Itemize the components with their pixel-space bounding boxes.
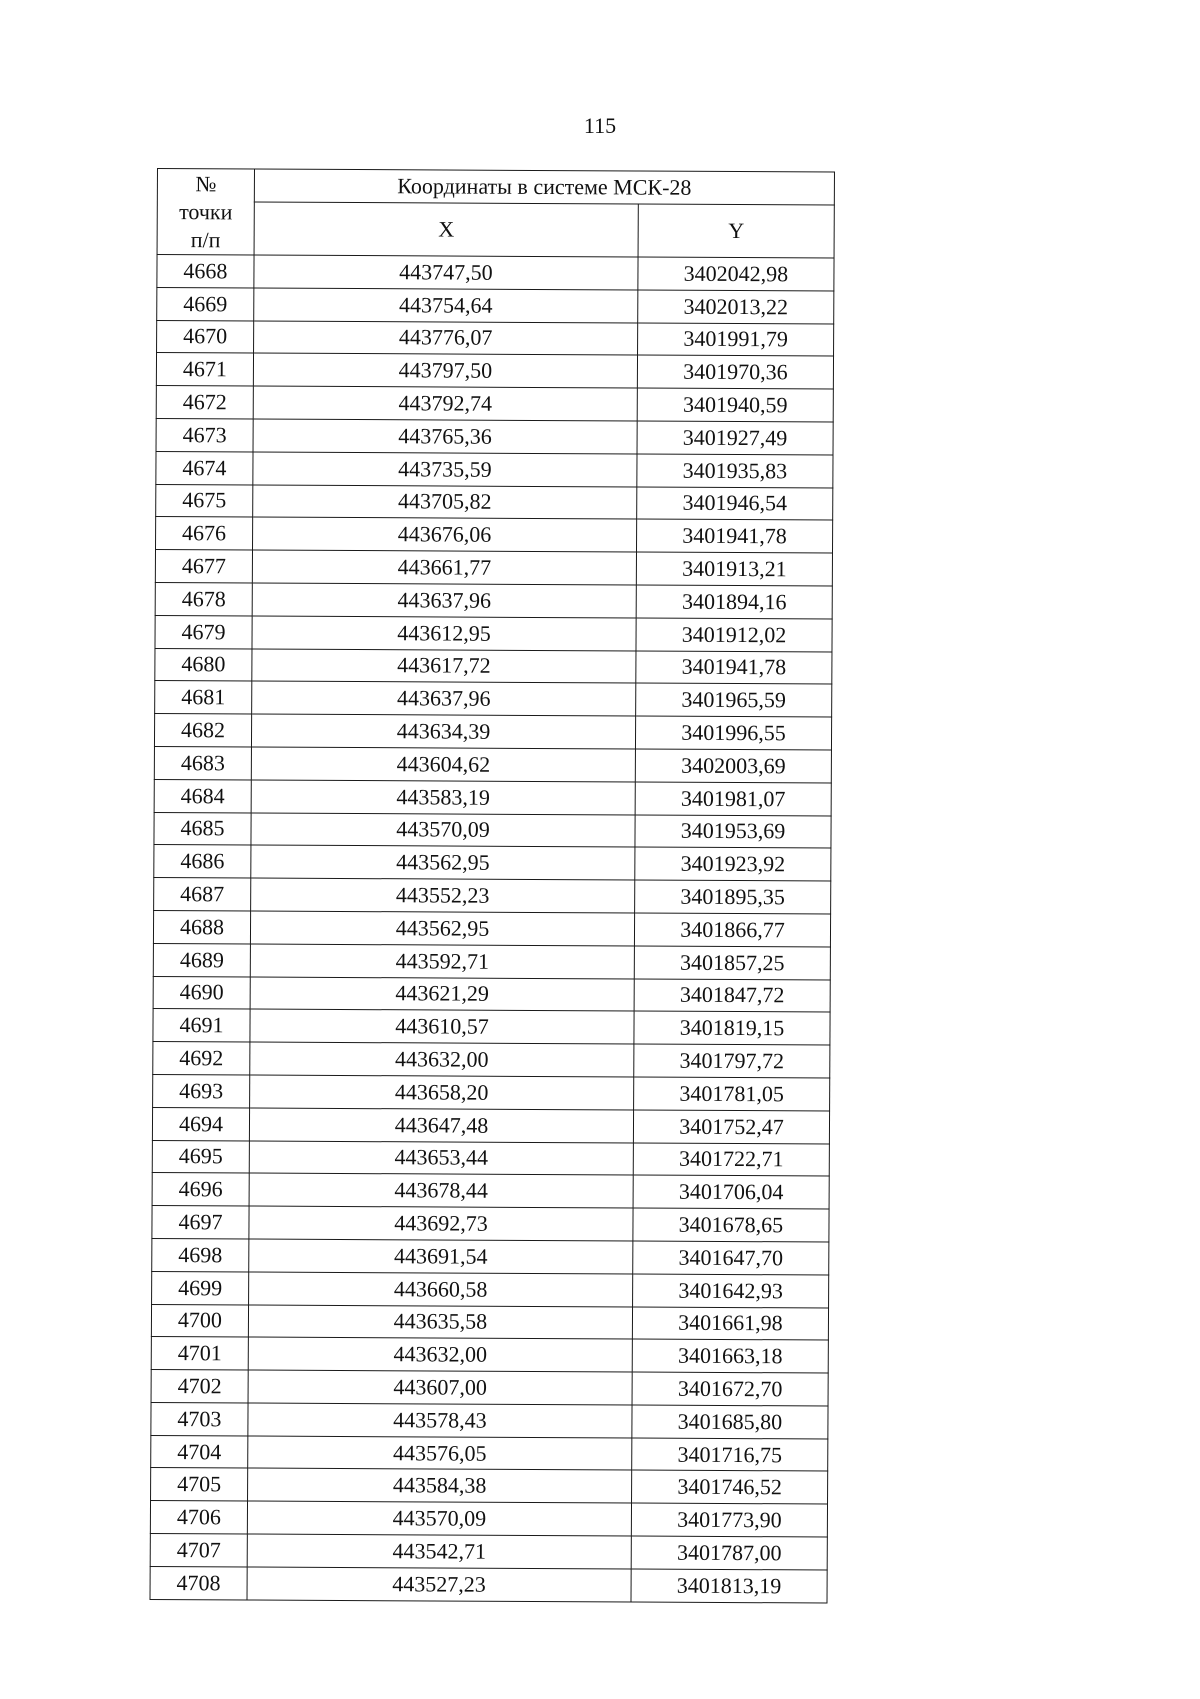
y-coordinate-cell: 3401927,49 [637, 421, 833, 455]
x-coordinate-cell: 443678,44 [249, 1173, 633, 1208]
x-coordinate-cell: 443542,71 [247, 1534, 631, 1569]
table-row [157, 320, 834, 356]
x-coordinate-cell: 443583,19 [251, 780, 635, 815]
table-row [152, 1271, 829, 1307]
point-number-cell: 4671 [156, 353, 253, 386]
table-row [151, 1304, 828, 1340]
y-coordinate-cell: 3401706,04 [633, 1175, 829, 1209]
page-number: 115 [583, 113, 617, 138]
point-number-header-line-1: № [195, 170, 217, 196]
y-coordinate-cell: 3401642,93 [633, 1274, 829, 1308]
y-coordinate-cell: 3401941,78 [636, 651, 832, 685]
x-coordinate-cell: 443617,72 [252, 649, 636, 684]
y-coordinate-cell: 3401661,98 [632, 1307, 828, 1341]
table-row [151, 1468, 828, 1504]
point-number-cell: 4681 [155, 681, 252, 714]
point-number-cell: 4686 [154, 845, 251, 878]
y-coordinate-cell: 3401787,00 [631, 1536, 827, 1570]
table-row [153, 976, 830, 1012]
table-row [152, 1107, 829, 1143]
table-row [150, 1534, 827, 1570]
point-number-cell: 4694 [152, 1107, 249, 1140]
point-number-cell: 4700 [151, 1304, 248, 1337]
x-coordinate-cell: 443660,58 [249, 1272, 633, 1307]
point-number-cell: 4672 [156, 386, 253, 419]
y-coordinate-cell: 3401752,47 [633, 1110, 829, 1144]
point-number-cell: 4703 [151, 1402, 248, 1435]
point-number-header-line-3: п/п [190, 226, 221, 252]
x-coordinate-cell: 443747,50 [254, 255, 638, 290]
table-row [151, 1370, 828, 1406]
point-number-cell: 4706 [150, 1501, 247, 1534]
point-number-cell: 4697 [152, 1206, 249, 1239]
x-coordinate-cell: 443584,38 [248, 1468, 632, 1503]
table-row [152, 1206, 829, 1242]
y-coordinate-cell: 3401940,59 [637, 388, 833, 422]
point-number-cell: 4695 [152, 1140, 249, 1173]
point-number-cell: 4705 [151, 1468, 248, 1501]
point-number-cell: 4679 [155, 615, 252, 648]
x-coordinate-cell: 443765,36 [253, 419, 637, 454]
y-coordinate-cell: 3401981,07 [635, 782, 831, 816]
point-number-cell: 4693 [153, 1074, 250, 1107]
point-number-cell: 4701 [151, 1337, 248, 1370]
table-row [151, 1337, 828, 1373]
x-coordinate-cell: 443658,20 [250, 1075, 634, 1110]
point-number-cell: 4704 [151, 1435, 248, 1468]
y-coordinate-cell: 3401912,02 [636, 618, 832, 652]
x-coordinate-cell: 443647,48 [249, 1108, 633, 1143]
table-row [157, 255, 834, 291]
point-number-cell: 4687 [154, 878, 251, 911]
x-coordinate-cell: 443576,05 [248, 1436, 632, 1471]
y-coordinate-cell: 3401722,71 [633, 1143, 829, 1177]
x-coordinate-cell: 443632,00 [250, 1042, 634, 1077]
y-coordinate-cell: 3401847,72 [634, 979, 830, 1013]
x-coordinate-cell: 443705,82 [253, 485, 637, 520]
x-column-header: X [254, 202, 638, 257]
table-row [152, 1140, 829, 1176]
x-coordinate-cell: 443754,64 [254, 288, 638, 323]
x-coordinate-cell: 443610,57 [250, 1009, 634, 1044]
x-coordinate-cell: 443691,54 [249, 1239, 633, 1274]
table-row [156, 484, 833, 520]
x-coordinate-cell: 443527,23 [247, 1567, 631, 1602]
table-row [153, 943, 830, 979]
table-row [154, 779, 831, 815]
x-coordinate-cell: 443552,23 [251, 878, 635, 913]
coordinates-table [150, 168, 835, 1603]
y-coordinate-cell: 3401996,55 [635, 716, 831, 750]
y-coordinate-cell: 3401970,36 [637, 355, 833, 389]
y-coordinate-cell: 3401923,92 [635, 847, 831, 881]
y-coordinate-cell: 3401813,19 [631, 1569, 827, 1603]
point-number-cell: 4698 [152, 1238, 249, 1271]
table-row [155, 615, 832, 651]
table-row [154, 714, 831, 750]
y-coordinate-cell: 3401797,72 [634, 1044, 830, 1078]
y-coordinate-cell: 3401857,25 [634, 946, 830, 980]
table-row [157, 287, 834, 323]
y-coordinate-cell: 3401647,70 [633, 1241, 829, 1275]
y-coordinate-cell: 3401781,05 [634, 1077, 830, 1111]
table-row [150, 1566, 827, 1602]
y-coordinate-cell: 3401953,69 [635, 815, 831, 849]
point-number-cell: 4689 [153, 943, 250, 976]
x-coordinate-cell: 443570,09 [251, 813, 635, 848]
point-number-cell: 4702 [151, 1370, 248, 1403]
y-coordinate-cell: 3401965,59 [636, 683, 832, 717]
y-coordinate-cell: 3401773,90 [631, 1503, 827, 1537]
x-coordinate-cell: 443637,96 [252, 583, 636, 618]
x-coordinate-cell: 443653,44 [249, 1141, 633, 1176]
table-row [151, 1402, 828, 1438]
x-coordinate-cell: 443634,39 [251, 714, 635, 749]
point-number-header [157, 169, 254, 256]
table-header [157, 169, 834, 259]
point-number-cell: 4683 [154, 746, 251, 779]
x-coordinate-cell: 443607,00 [248, 1370, 632, 1405]
y-coordinate-cell: 3401866,77 [634, 913, 830, 947]
point-number-cell: 4707 [150, 1534, 247, 1567]
point-number-cell: 4708 [150, 1566, 247, 1599]
x-coordinate-cell: 443776,07 [254, 321, 638, 356]
x-coordinate-cell: 443632,00 [248, 1337, 632, 1372]
x-coordinate-cell: 443570,09 [247, 1501, 631, 1536]
x-coordinate-cell: 443592,71 [250, 944, 634, 979]
table-row [156, 386, 833, 422]
point-number-cell: 4674 [156, 451, 253, 484]
point-number-cell: 4673 [156, 418, 253, 451]
coordinates-system-header: Координаты в системе МСК-28 [254, 169, 834, 205]
y-coordinate-cell: 3401678,65 [633, 1208, 829, 1242]
table-row [156, 517, 833, 553]
x-coordinate-cell: 443621,29 [250, 977, 634, 1012]
y-coordinate-cell: 3401685,80 [632, 1405, 828, 1439]
table-row [154, 878, 831, 914]
y-coordinate-cell: 3402042,98 [638, 257, 834, 291]
point-number-cell: 4675 [156, 484, 253, 517]
table-row [156, 451, 833, 487]
y-column-header: Y [638, 204, 834, 258]
table-row [152, 1238, 829, 1274]
x-coordinate-cell: 443735,59 [253, 452, 637, 487]
table-row [155, 550, 832, 586]
point-number-cell: 4670 [157, 320, 254, 353]
table-row [153, 1009, 830, 1045]
point-number-cell: 4684 [154, 779, 251, 812]
table-row [154, 812, 831, 848]
y-coordinate-cell: 3401894,16 [636, 585, 832, 619]
x-coordinate-cell: 443562,95 [250, 911, 634, 946]
point-number-cell: 4685 [154, 812, 251, 845]
table-row [151, 1435, 828, 1471]
table-row [155, 648, 832, 684]
x-coordinate-cell: 443604,62 [251, 747, 635, 782]
y-coordinate-cell: 3401935,83 [637, 454, 833, 488]
y-coordinate-cell: 3401819,15 [634, 1011, 830, 1045]
point-number-cell: 4680 [155, 648, 252, 681]
x-coordinate-cell: 443635,58 [248, 1304, 632, 1339]
y-coordinate-cell: 3401895,35 [635, 880, 831, 914]
point-number-cell: 4668 [157, 255, 254, 288]
x-coordinate-cell: 443562,95 [251, 845, 635, 880]
table-body [150, 255, 834, 1603]
point-number-cell: 4699 [152, 1271, 249, 1304]
point-number-cell: 4696 [152, 1173, 249, 1206]
point-number-cell: 4688 [153, 910, 250, 943]
point-number-cell: 4692 [153, 1042, 250, 1075]
table-row [156, 418, 833, 454]
point-number-cell: 4691 [153, 1009, 250, 1042]
table-row [150, 1501, 827, 1537]
table-row [153, 910, 830, 946]
y-coordinate-cell: 3401746,52 [632, 1470, 828, 1504]
x-coordinate-cell: 443797,50 [253, 353, 637, 388]
point-number-cell: 4690 [153, 976, 250, 1009]
table-row [156, 353, 833, 389]
x-coordinate-cell: 443661,77 [252, 550, 636, 585]
table-row [153, 1074, 830, 1110]
x-coordinate-cell: 443612,95 [252, 616, 636, 651]
table-row [153, 1042, 830, 1078]
point-number-cell: 4669 [157, 287, 254, 320]
point-number-cell: 4676 [156, 517, 253, 550]
y-coordinate-cell: 3401672,70 [632, 1372, 828, 1406]
y-coordinate-cell: 3401913,21 [636, 552, 832, 586]
table-row [154, 845, 831, 881]
table-row [155, 582, 832, 618]
y-coordinate-cell: 3401663,18 [632, 1339, 828, 1373]
y-coordinate-cell: 3401716,75 [632, 1438, 828, 1472]
point-number-cell: 4682 [154, 714, 251, 747]
x-coordinate-cell: 443792,74 [253, 386, 637, 421]
y-coordinate-cell: 3401991,79 [638, 323, 834, 357]
table-row [154, 746, 831, 782]
y-coordinate-cell: 3402003,69 [635, 749, 831, 783]
y-coordinate-cell: 3402013,22 [638, 290, 834, 324]
table-row [155, 681, 832, 717]
x-coordinate-cell: 443676,06 [253, 517, 637, 552]
y-coordinate-cell: 3401941,78 [636, 519, 832, 553]
y-coordinate-cell: 3401946,54 [637, 487, 833, 521]
x-coordinate-cell: 443637,96 [252, 681, 636, 716]
x-coordinate-cell: 443692,73 [249, 1206, 633, 1241]
point-number-header-line-2: точки [179, 198, 233, 224]
point-number-cell: 4677 [155, 550, 252, 583]
point-number-cell: 4678 [155, 582, 252, 615]
table-row [152, 1173, 829, 1209]
x-coordinate-cell: 443578,43 [248, 1403, 632, 1438]
